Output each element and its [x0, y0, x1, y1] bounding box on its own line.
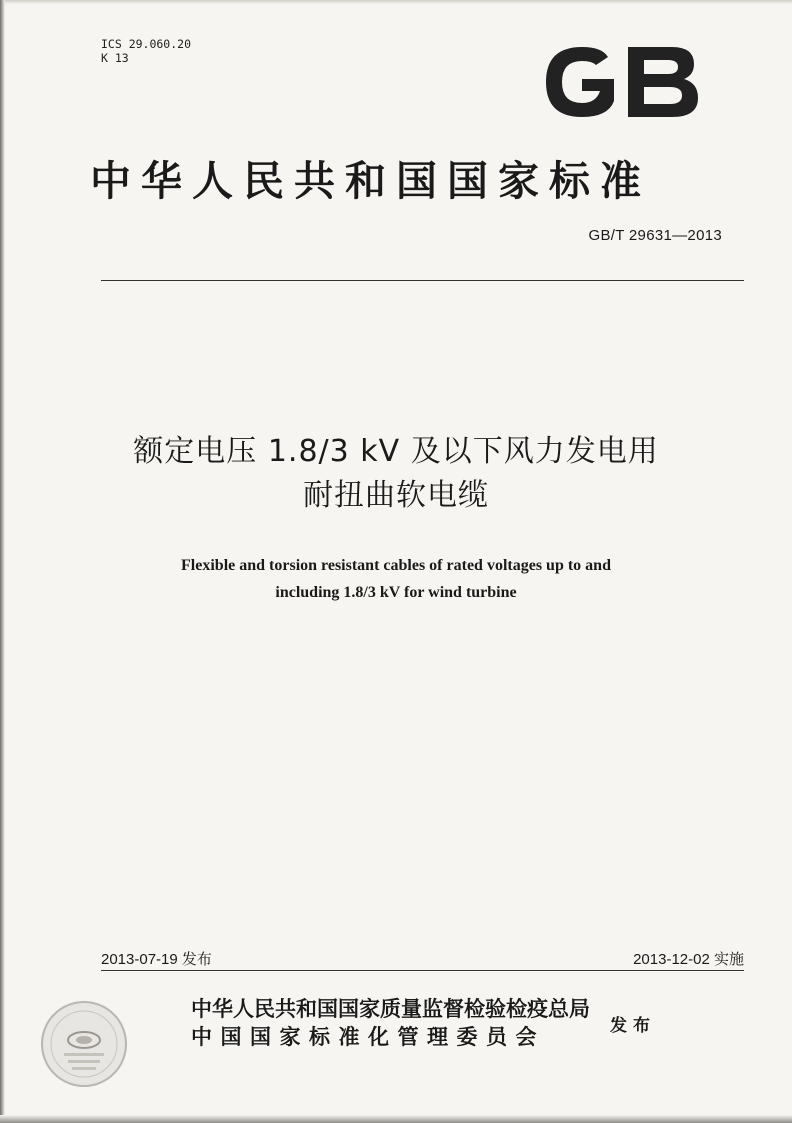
- chinese-title-line-2: 耐扭曲软电缆: [303, 478, 489, 513]
- bottom-divider: [101, 970, 744, 971]
- gb-logo: [542, 43, 700, 121]
- standard-number: GB/T 29631—2013: [588, 227, 722, 244]
- issuing-authorities: [191, 995, 590, 1051]
- seal-stamp-icon: [38, 998, 130, 1090]
- chinese-title-line-1: 额定电压 1.8/3 kV 及以下风力发电用: [133, 434, 659, 469]
- issuer-aqsiq: 中华人民共和国国家质量监督检验检疫总局: [191, 997, 590, 1021]
- classification-code: K 13: [101, 51, 129, 65]
- scan-edge-top: [0, 0, 792, 4]
- top-divider: [101, 280, 744, 281]
- ics-block: [101, 37, 191, 65]
- chinese-title: [0, 430, 792, 518]
- national-standard-title: 中华人民共和国国家标准: [90, 157, 651, 205]
- english-title-line-2: including 1.8/3 kV for wind turbine: [275, 584, 517, 601]
- english-title: [0, 552, 792, 606]
- issue-date: 2013-07-19 发布: [101, 951, 212, 968]
- ics-code: ICS 29.060.20: [101, 37, 192, 51]
- english-title-line-1: Flexible and torsion resistant cables of rated voltages up to and: [181, 557, 611, 574]
- scan-edge-bottom: [0, 1115, 792, 1123]
- issuer-sac: 中国国家标准化管理委员会: [191, 1025, 545, 1049]
- implementation-date: 2013-12-02 实施: [633, 951, 744, 968]
- publish-label: 发布: [610, 1016, 656, 1036]
